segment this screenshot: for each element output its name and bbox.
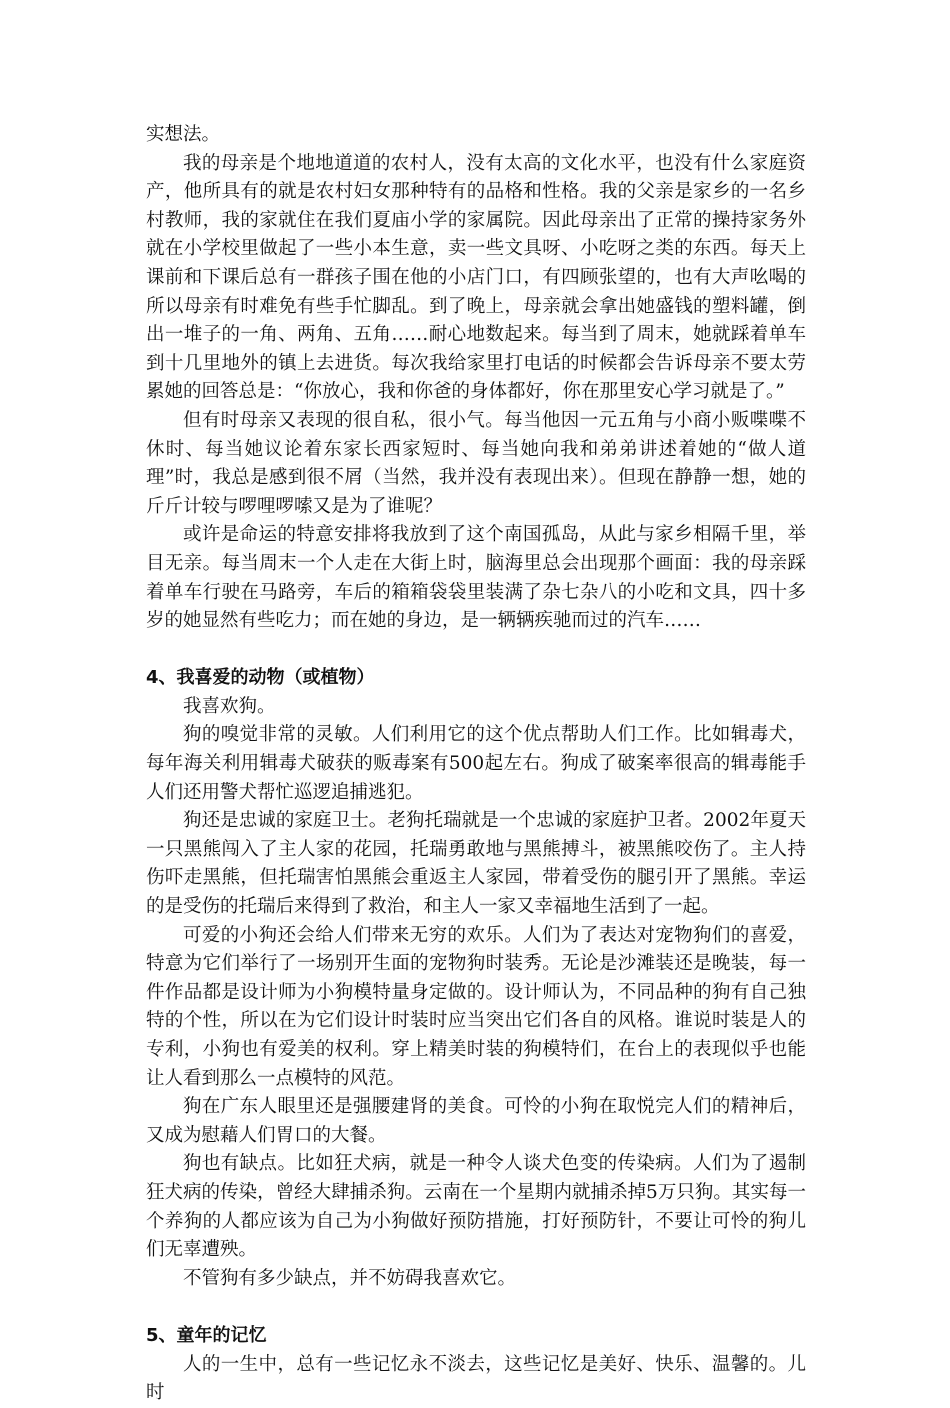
section-spacer — [146, 636, 806, 665]
paragraph-continuation: 实想法。 — [146, 124, 221, 145]
paragraph: 狗的嗅觉非常的灵敏。人们利用它的这个优点帮助人们工作。比如辑毒犬，每年海关利用辑毒犬破获的贩毒案有500起左右。狗成了破案率很高的辑毒能手人们还用警犬帮忙巡逻追捕逃犯。 — [146, 724, 806, 803]
paragraph: 狗还是忠诚的家庭卫士。老狗托瑞就是一个忠诚的家庭护卫者。2002年夏天一只黑熊闯入了主人家的花园，托瑞勇敢地与黑熊搏斗，被黑熊咬伤了。主人持伤吓走黑熊，但托瑞害怕黑熊会重返主人家园，带着受伤的腿引开了黑熊。幸运的是受伤的托瑞后来得到了救治，和主人一家又幸福地生活到了一起。 — [146, 810, 806, 918]
document-page — [146, 121, 806, 1408]
paragraph: 狗在广东人眼里还是强腰建肾的美食。可怜的小狗在取悦完人们的精神后，又成为慰藉人们胃口的大餐。 — [146, 1096, 806, 1146]
paragraph: 但有时母亲又表现的很自私，很小气。每当他因一元五角与小商小贩喋喋不休时、每当她议论着东家长西家短时、每当她向我和弟弟讲述着她的“做人道理”时，我总是感到很不屑（当然，我并没有表现出来）。但现在静静一想，她的斤斤计较与啰哩啰嗦又是为了谁呢？ — [146, 409, 806, 517]
paragraph: 狗也有缺点。比如狂犬病，就是一种令人谈犬色变的传染病。人们为了遏制狂犬病的传染，曾经大肆捕杀狗。云南在一个星期内就捕杀掉5万只狗。其实每一个养狗的人都应该为自己为小狗做好预防措施，打好预防针，不要让可怜的狗儿们无辜遭殃。 — [146, 1153, 806, 1261]
paragraph: 我的母亲是个地地道道的农村人，没有太高的文化水平，也没有什么家庭资产，他所具有的就是农村妇女那种特有的品格和性格。我的父亲是家乡的一名乡村教师，我的家就住在我们夏庙小学的家属院。因此母亲出了正常的操持家务外就在小学校里做起了一些小本生意，卖一些文具呀、小吃呀之类的东西。每天上课前和下课后总有一群孩子围在他的小店门口，有四顾张望的，也有大声吆喝的所以母亲有时难免有些手忙脚乱。到了晚上，母亲就会拿出她盛钱的塑料罐，倒出一堆子的一角、两角、五角……耐心地数起来。每当到了周末，她就踩着单车到十几里地外的镇上去进货。每次我给家里打电话的时候都会告诉母亲不要太劳累她的回答总是：“你放心，我和你爸的身体都好，你在那里安心学习就是了。” — [146, 152, 806, 403]
paragraph: 我喜欢狗。 — [183, 695, 276, 717]
section-heading-5: 5、童年的记忆 — [146, 1324, 267, 1346]
section-heading-4: 4、我喜爱的动物（或植物） — [146, 667, 375, 689]
paragraph: 或许是命运的特意安排将我放到了这个南国孤岛，从此与家乡相隔千里，举目无亲。每当周末一个人走在大街上时，脑海里总会出现那个画面：我的母亲踩着单车行驶在马路旁，车后的箱箱袋袋里装满了杂七杂八的小吃和文具，四十多岁的她显然有些吃力；而在她的身边，是一辆辆疾驰而过的汽车…… — [146, 524, 806, 632]
paragraph: 不管狗有多少缺点，并不妨碍我喜欢它。 — [183, 1267, 517, 1289]
section-spacer — [146, 1293, 806, 1322]
paragraph: 可爱的小狗还会给人们带来无穷的欢乐。人们为了表达对宠物狗们的喜爱，特意为它们举行了一场别开生面的宠物狗时装秀。无论是沙滩装还是晚装，每一件作品都是设计师为小狗模特量身定做的。设计师认为，不同品种的狗有自己独特的个性，所以在为它们设计时装时应当突出它们各自的风格。谁说时装是人的专利，小狗也有爱美的权利。穿上精美时装的狗模特们，在台上的表现似乎也能让人看到那么一点模特的风范。 — [146, 924, 806, 1089]
paragraph: 人的一生中，总有一些记忆永不淡去，这些记忆是美好、快乐、温馨的。儿时 — [146, 1353, 806, 1404]
